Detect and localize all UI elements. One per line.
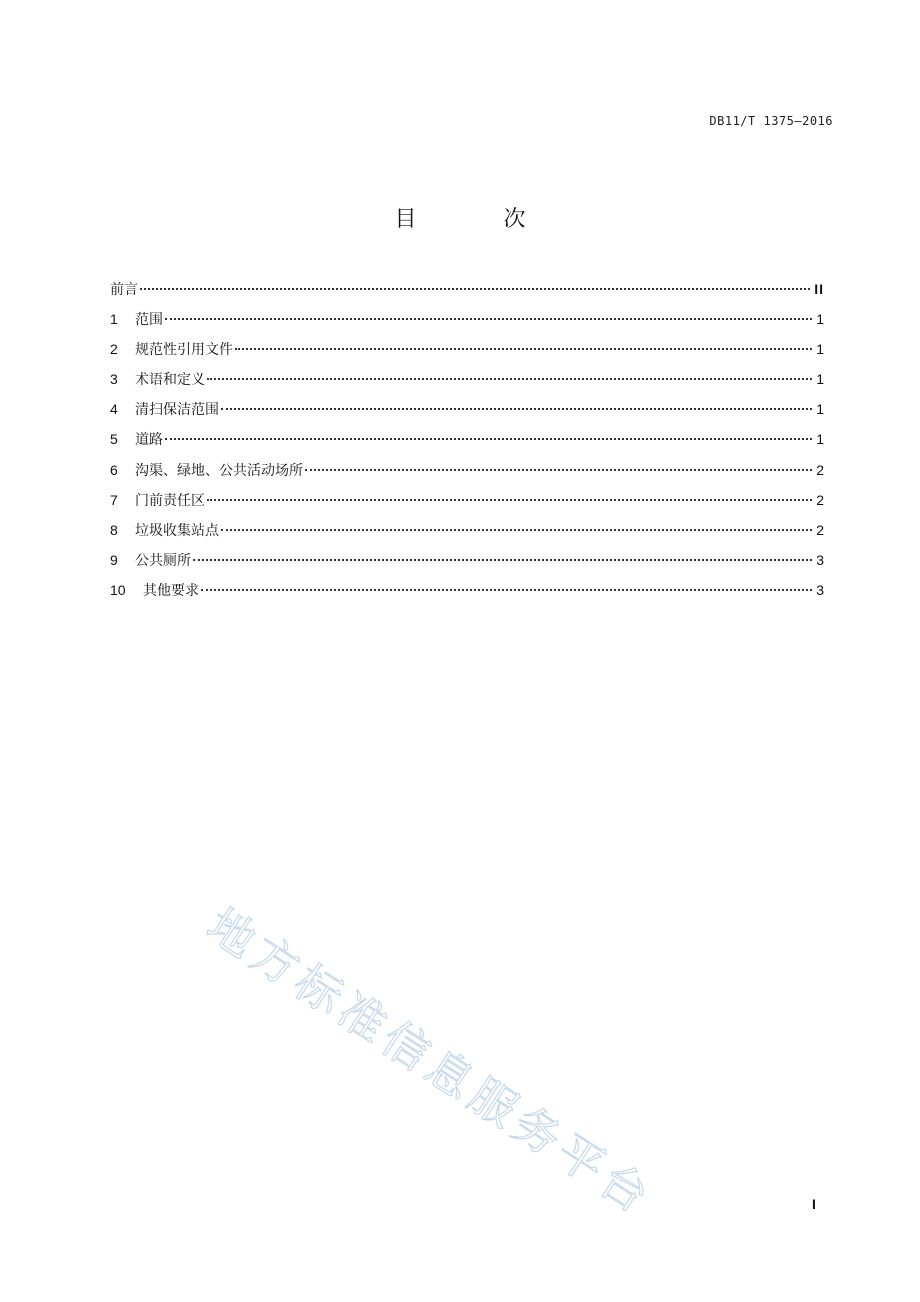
toc-number: 9 bbox=[110, 551, 118, 568]
toc-number: 10 bbox=[110, 581, 126, 598]
toc-label: 其他要求 bbox=[143, 582, 199, 599]
toc-row[interactable] bbox=[110, 398, 824, 428]
toc-label: 术语和定义 bbox=[135, 372, 205, 389]
toc-leader bbox=[201, 589, 812, 591]
toc-page: 3 bbox=[816, 551, 824, 568]
toc-page: 3 bbox=[816, 581, 824, 598]
toc-label: 前言 bbox=[110, 282, 138, 298]
toc-page: 1 bbox=[816, 431, 824, 448]
toc-page: 2 bbox=[816, 461, 824, 478]
toc-row[interactable] bbox=[110, 519, 824, 549]
toc-row[interactable] bbox=[110, 308, 824, 338]
toc-leader bbox=[165, 318, 812, 320]
toc-number: 8 bbox=[110, 521, 118, 538]
page-title: 目 次 bbox=[394, 207, 566, 232]
toc-row[interactable] bbox=[110, 579, 824, 609]
toc-label: 规范性引用文件 bbox=[135, 342, 233, 359]
document-code: DB11/T 1375—2016 bbox=[709, 114, 833, 128]
toc-label: 道路 bbox=[135, 432, 163, 449]
toc-page: 2 bbox=[816, 491, 824, 508]
toc-row[interactable] bbox=[110, 489, 824, 519]
toc-label: 范围 bbox=[135, 312, 163, 329]
toc-leader bbox=[305, 469, 812, 471]
toc-number: 6 bbox=[110, 461, 118, 478]
toc-leader bbox=[165, 438, 812, 440]
toc-number: 7 bbox=[110, 491, 118, 508]
toc-row-foreword[interactable] bbox=[110, 278, 824, 308]
toc-number: 5 bbox=[110, 431, 118, 448]
watermark-text: 地方标准信息服务平台 bbox=[197, 897, 664, 1227]
toc-leader bbox=[140, 288, 810, 290]
toc-leader bbox=[235, 348, 812, 350]
toc-number: 2 bbox=[110, 341, 118, 358]
toc-label: 公共厕所 bbox=[135, 552, 191, 569]
toc-leader bbox=[207, 378, 812, 380]
table-of-contents bbox=[110, 278, 824, 609]
toc-leader bbox=[221, 408, 812, 410]
toc-leader bbox=[221, 529, 812, 531]
toc-label: 门前责任区 bbox=[135, 492, 205, 509]
toc-page: 1 bbox=[816, 371, 824, 388]
toc-row[interactable] bbox=[110, 459, 824, 489]
toc-page: II bbox=[814, 281, 824, 297]
toc-page: 2 bbox=[816, 521, 824, 538]
toc-number: 3 bbox=[110, 371, 118, 388]
toc-leader bbox=[193, 559, 812, 561]
toc-label: 沟渠、绿地、公共活动场所 bbox=[135, 462, 303, 479]
toc-page: 1 bbox=[816, 341, 824, 358]
toc-row[interactable] bbox=[110, 338, 824, 368]
toc-number: 4 bbox=[110, 401, 118, 418]
toc-leader bbox=[207, 499, 812, 501]
toc-row[interactable] bbox=[110, 428, 824, 458]
page-number: I bbox=[812, 1196, 816, 1212]
toc-page: 1 bbox=[816, 401, 824, 418]
toc-page: 1 bbox=[816, 311, 824, 328]
toc-label: 垃圾收集站点 bbox=[135, 522, 219, 539]
toc-row[interactable] bbox=[110, 549, 824, 579]
toc-label: 清扫保洁范围 bbox=[135, 402, 219, 419]
toc-number: 1 bbox=[110, 311, 118, 328]
toc-row[interactable] bbox=[110, 368, 824, 398]
